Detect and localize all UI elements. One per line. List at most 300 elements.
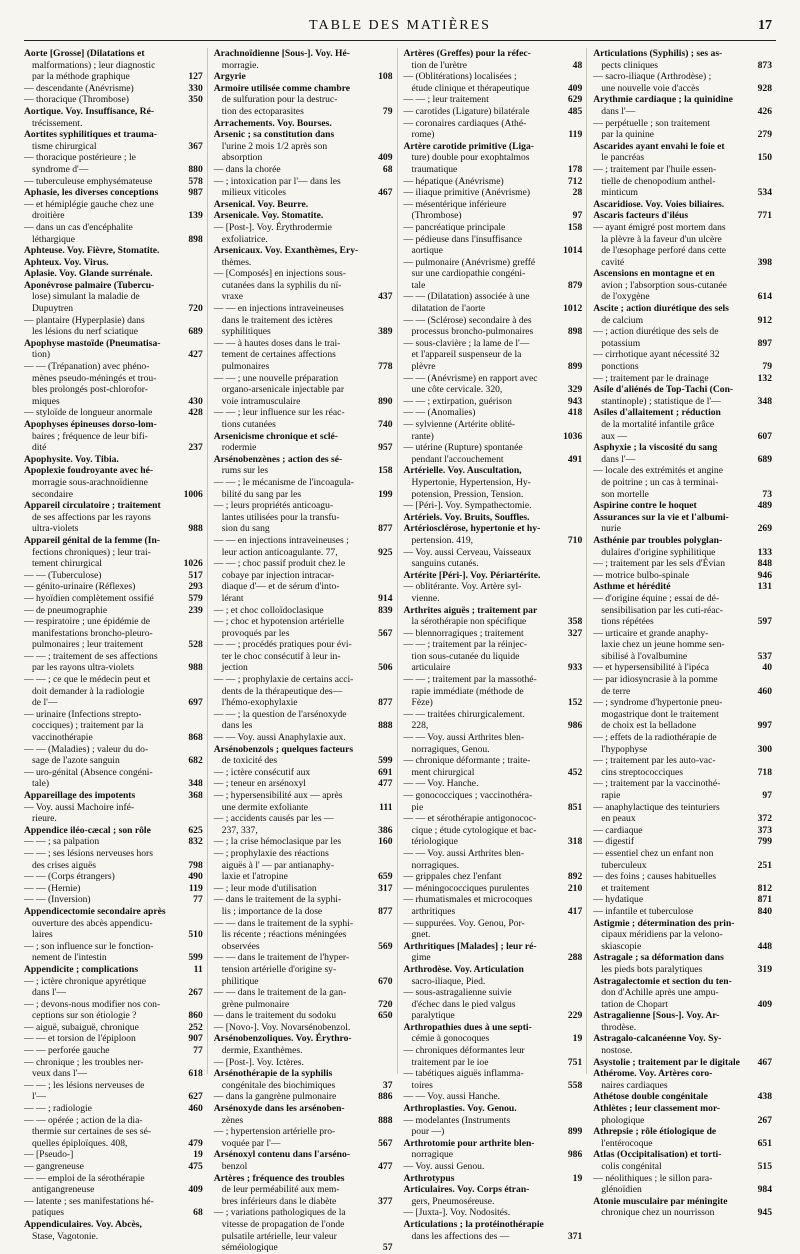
index-entry (593, 164, 772, 176)
entry-text: — blennorragiques ; traitement (403, 627, 524, 639)
index-entry (24, 906, 203, 918)
entry-text: Aortique. Voy. Insuffisance, Ré- (24, 105, 155, 117)
entry-text: provoqués par les (221, 627, 290, 639)
entry-text: doit demander à la radiologie (32, 685, 145, 697)
entry-text: par la méthode graphique (32, 71, 130, 83)
entry-text: et traitement (601, 882, 650, 894)
index-entry (404, 1138, 583, 1150)
index-entry (593, 894, 772, 906)
entry-text: — — emploi de la sérothérapie (24, 1172, 145, 1184)
index-entry (404, 1115, 583, 1127)
entry-text: — ; leurs propriétés anticoagu- (213, 500, 334, 512)
entry-text: Aspirine contre le hoquet (593, 500, 697, 512)
index-entry (404, 419, 583, 431)
index-entry (404, 315, 583, 327)
index-entry (404, 512, 583, 524)
entry-text: rante) (411, 430, 434, 442)
entry-text: la plèvre à la faveur d'un ulcère (601, 233, 722, 245)
index-entry (214, 999, 393, 1011)
entry-text: ponctions (601, 361, 639, 373)
index-entry (214, 570, 393, 582)
entry-text: — ; choc et hypotension artérielle (213, 616, 345, 628)
entry-text: — pancréatique principale (403, 221, 506, 233)
entry-text: de l'oxygène (601, 291, 650, 303)
entry-text: voie intramusculaire (221, 395, 301, 407)
index-entry (24, 767, 203, 779)
index-entry (404, 465, 583, 477)
entry-text: Appendicite ; complications (24, 963, 139, 975)
index-entry (593, 871, 772, 883)
entry-page-number: 367 (188, 140, 203, 152)
entry-page-number: 199 (378, 488, 393, 500)
entry-text: — — ; ce que le médecin peut et (24, 674, 151, 686)
entry-text: pour —) (411, 1126, 445, 1138)
entry-text: Astragalienne [Sous-]. Voy. Ar- (593, 1010, 720, 1022)
entry-text: — [Composés] en injections sous- (213, 268, 346, 280)
entry-text: Athlètes ; leur classement mor- (593, 1103, 721, 1115)
entry-page-number: 933 (567, 662, 583, 674)
index-entry (24, 605, 203, 617)
entry-text: — — (Corps étrangers) (24, 871, 115, 883)
entry-text: une nouvelle voie d'accès (601, 82, 700, 94)
index-entry (404, 535, 583, 547)
entry-text: aiguës à l' — par antianaphy- (221, 859, 335, 871)
entry-text: — gonococciques ; vaccinothéra- (403, 790, 533, 801)
entry-text: Armoire utilisée comme chambre (213, 82, 351, 94)
index-entry (593, 720, 772, 732)
index-entry (593, 778, 772, 790)
entry-text: — dans le traitement du sodoku (213, 1010, 337, 1022)
entry-text: Arthritiques [Malades] ; leur ré- (403, 940, 537, 952)
entry-text: laires (32, 929, 53, 941)
entry-text: — dans un cas d'encéphalite (24, 221, 133, 233)
entry-text: Arsénoxyde dans les arsénoben- (213, 1103, 345, 1115)
index-entry (593, 547, 772, 559)
index-entry (214, 129, 393, 141)
entry-page-number: 898 (188, 233, 203, 245)
index-entry (593, 767, 772, 779)
entry-page-number: 928 (757, 82, 772, 94)
entry-page-number: 371 (567, 1230, 583, 1242)
entry-text: des crises aiguës (32, 859, 96, 871)
index-entry (593, 802, 772, 814)
entry-text: — ; leur mode d'utilisation (213, 882, 317, 894)
index-entry (593, 825, 772, 837)
entry-text: — grippales chez l'enfant (403, 871, 502, 883)
entry-text: arthritiques (411, 905, 456, 917)
index-entry (593, 593, 772, 605)
entry-text: Arsenic ; sa constitution dans (213, 129, 335, 141)
entry-page-number: 467 (378, 187, 393, 199)
entry-text: bilité du sang par les (221, 488, 302, 500)
entry-page-number: 97 (762, 790, 772, 801)
entry-page-number: 925 (378, 546, 393, 558)
index-entry (404, 129, 583, 141)
index-entry (593, 1091, 772, 1103)
entry-text: — — ; procédés pratiques pour évi- (213, 639, 352, 651)
index-entry (24, 581, 203, 593)
entry-text: exfoliatrice. (221, 233, 268, 245)
entry-page-number: 491 (567, 453, 583, 465)
entry-page-number: 871 (757, 894, 772, 906)
index-entry (404, 906, 583, 918)
entry-text: de ses affections par les rayons (32, 511, 151, 523)
entry-text: — des foins ; causes habituelles (593, 871, 717, 883)
index-entry (593, 1045, 772, 1057)
index-entry (214, 94, 393, 106)
index-entry (214, 465, 393, 477)
entry-text: Arsenicaux. Voy. Exanthèmes, Ery- (213, 245, 359, 257)
index-entry (214, 871, 393, 883)
index-entry (593, 697, 772, 709)
entry-page-number: 839 (378, 604, 393, 616)
index-entry (593, 291, 772, 303)
index-entry (593, 407, 772, 419)
entry-text: malformations) ; leur diagnostic (32, 59, 156, 71)
index-entry (24, 651, 203, 663)
entry-text: — — ; leur influence sur les réac- (213, 407, 345, 419)
index-entry (24, 755, 203, 767)
entry-page-number: 567 (378, 1137, 393, 1149)
entry-text: — — Voy. aussi Anaphylaxie aux. (213, 732, 346, 744)
entry-page-number: 898 (567, 326, 583, 338)
index-entry (24, 94, 203, 106)
index-entry (404, 813, 583, 825)
entry-page-number: 851 (567, 801, 583, 813)
index-entry (404, 234, 583, 246)
index-entry (214, 361, 393, 373)
entry-text: grène pulmonaire (221, 998, 290, 1010)
index-entry (214, 257, 393, 269)
entry-text: patiques (32, 1207, 64, 1219)
index-entry (214, 697, 393, 709)
entry-page-number: 618 (188, 1068, 203, 1080)
entry-page-number: 689 (757, 453, 772, 465)
entry-text: dulaires d'origine syphilitique (601, 546, 716, 558)
entry-page-number: 1006 (183, 488, 203, 500)
entry-text: rieure. (32, 813, 57, 825)
index-entry (593, 662, 772, 674)
index-entry (404, 778, 583, 790)
entry-text: — — perforée gauche (24, 1045, 110, 1057)
entry-page-number: 689 (188, 326, 203, 338)
index-entry (214, 813, 393, 825)
index-entry (214, 1103, 393, 1115)
entry-text: skiascopie (601, 940, 642, 952)
index-entry (404, 222, 583, 234)
entry-text: Athétose double congénitale (593, 1091, 708, 1103)
entry-text: lantes utilisées pour la transfu- (221, 511, 340, 523)
entry-text: Arsénobenzènes ; action des sé- (213, 453, 343, 465)
entry-page-number: 897 (757, 337, 772, 349)
entry-text: miques (32, 395, 60, 407)
page-header (24, 16, 776, 41)
index-entry (593, 755, 772, 767)
index-entry (593, 419, 772, 431)
index-entry (214, 883, 393, 895)
index-entry (593, 338, 772, 350)
entry-text: morragie. (221, 59, 259, 71)
entry-text: tions cutanées (221, 419, 276, 430)
index-entry (593, 465, 772, 477)
index-entry (593, 952, 772, 964)
index-entry (214, 315, 393, 327)
entry-page-number: 348 (757, 395, 772, 407)
entry-page-number: 710 (567, 534, 583, 546)
index-entry (214, 836, 393, 848)
index-entry (593, 512, 772, 524)
index-entry (593, 384, 772, 396)
entry-text: manifestations broncho-pleuro- (32, 627, 153, 639)
entry-text: — — ; le mécanisme de l'incoagula- (213, 476, 355, 488)
entry-text: Ascaridiose. Voy. Voies biliaires. (593, 198, 725, 210)
index-entry (214, 199, 393, 211)
entry-text: processus broncho-pulmonaires (411, 326, 534, 338)
entry-text: norragiques. (411, 859, 460, 871)
entry-text: cavité (601, 256, 625, 268)
entry-text: Arthrotomie pour arthrite blen- (403, 1137, 535, 1149)
index-entry (24, 60, 203, 72)
index-entry (593, 744, 772, 756)
entry-text: — ; traitement par le drainage (593, 372, 709, 384)
entry-text: — ; traitement par les auto-vac- (593, 755, 716, 767)
index-entry (24, 1033, 203, 1045)
index-entry (24, 860, 203, 872)
entry-text: les lésions du nerf sciatique (32, 326, 139, 338)
index-entry (404, 291, 583, 303)
index-entry (24, 523, 203, 535)
entry-text: — — ; sa palpation (24, 836, 100, 848)
index-entry (593, 883, 772, 895)
entry-text: — mésentérique inférieure (403, 198, 507, 210)
entry-text: Asthme et hérédité (593, 581, 671, 593)
entry-page-number: 899 (567, 361, 583, 373)
entry-page-number: 558 (567, 1079, 583, 1091)
index-entry (404, 1184, 583, 1196)
entry-text: sibilisé à l'ovalbumine (601, 650, 688, 662)
index-entry (214, 1022, 393, 1034)
index-entry (593, 860, 772, 872)
entry-page-number: 350 (188, 94, 203, 106)
entry-page-number: 840 (757, 905, 772, 917)
index-entry (593, 558, 772, 570)
index-entry (593, 1057, 772, 1069)
index-entry (404, 489, 583, 501)
index-entry (404, 1161, 583, 1173)
index-entry (214, 732, 393, 744)
entry-text: Arrachements. Voy. Bourses. (213, 117, 332, 129)
entry-text: — ; son influence sur le fonction- (24, 940, 154, 952)
entry-text: zènes (221, 1114, 244, 1126)
entry-text: — ; et choc colloïdoclasique (213, 604, 324, 616)
entry-text: Artérielle. Voy. Auscultation, (403, 465, 522, 477)
entry-page-number: 890 (378, 395, 393, 407)
index-entry (24, 222, 203, 234)
entry-page-number: 372 (757, 813, 772, 825)
index-entry (24, 384, 203, 396)
entry-text: tériologique (411, 836, 458, 848)
entry-text: articulaire (411, 662, 451, 674)
entry-text: Apophyses épineuses dorso-lom- (24, 419, 157, 430)
index-entry (24, 1161, 203, 1173)
index-entry (404, 1231, 583, 1243)
entry-text: de poitrine ; un cas à terminai- (601, 476, 719, 488)
index-entry (404, 349, 583, 361)
entry-text: glénoïdien (601, 1184, 642, 1196)
entry-text: Artère carotide primitive (Liga- (403, 140, 534, 152)
entry-text: — ; action diurétique des sels de (593, 326, 719, 338)
index-entry (404, 431, 583, 443)
entry-text: dents de la thérapeutique des— (221, 685, 343, 697)
entry-text: pulmonaires ; leur traitement (32, 639, 144, 651)
index-entry (214, 152, 393, 164)
index-entry (24, 558, 203, 570)
entry-text: — sacro-iliaque (Arthrodèse) ; (593, 71, 712, 83)
entry-text: Appareil circulatoire ; traitement (24, 500, 161, 512)
entry-text: — — Voy. aussi Hanche. (403, 1091, 501, 1103)
index-entry (593, 570, 772, 582)
entry-page-number: 279 (757, 129, 772, 141)
entry-text: vaccinothérapie (32, 732, 93, 744)
index-entry (404, 616, 583, 628)
entry-text: Athrepsie ; rôle étiologique de (593, 1126, 717, 1138)
entry-page-number: 438 (757, 1091, 772, 1103)
index-entry (404, 709, 583, 721)
entry-text: Articulaires. Voy. Corps étran- (403, 1184, 530, 1196)
entry-text: vitesse de propagation de l'onde (221, 1218, 345, 1230)
index-entry (24, 489, 203, 501)
entry-page-number: 19 (572, 1033, 583, 1045)
index-entry (404, 628, 583, 640)
index-entry (404, 384, 583, 396)
entry-page-number: 1026 (183, 558, 203, 570)
entry-page-number: 997 (757, 720, 772, 732)
entry-text: philitique (221, 975, 259, 987)
index-entry (214, 141, 393, 153)
entry-page-number: 888 (378, 1114, 393, 1126)
entry-text: sage de l'azote sanguin (32, 755, 120, 767)
entry-page-number: 127 (188, 71, 203, 83)
entry-text: — ; la crise hémoclasique par les (213, 836, 342, 848)
index-entry (24, 1045, 203, 1057)
entry-text: tisme chirurgical (32, 140, 97, 152)
entry-text: le pancréas (601, 152, 645, 164)
entry-text: pie (411, 801, 424, 813)
index-entry (404, 523, 583, 535)
index-entry (593, 152, 772, 164)
index-entry (214, 396, 393, 408)
entry-text: gime (411, 952, 431, 964)
entry-page-number: 1012 (563, 303, 583, 315)
index-entry (593, 129, 772, 141)
index-entry (593, 431, 772, 443)
entry-text: dans l'— (601, 453, 636, 465)
index-entry (24, 164, 203, 176)
index-entry (24, 1010, 203, 1022)
entry-text: — chronique ; les troubles ner- (24, 1056, 144, 1068)
entry-text: aortique (411, 245, 443, 257)
index-entry (404, 1149, 583, 1161)
entry-page-number: 987 (188, 187, 203, 199)
entry-text: de terre (601, 685, 631, 697)
entry-text: — — ; traitement par la réinjec- (403, 639, 528, 651)
index-entry (214, 280, 393, 292)
index-entry (24, 48, 203, 60)
index-entry (404, 662, 583, 674)
entry-text: — modelantes (Instruments (403, 1114, 511, 1126)
entry-text: — — (Trépanation) avec phéno- (24, 361, 150, 373)
index-entry (593, 373, 772, 385)
index-entry (214, 720, 393, 732)
index-entry (214, 1126, 393, 1138)
index-entry (24, 732, 203, 744)
entry-page-number: 868 (188, 732, 203, 744)
index-entry (24, 616, 203, 628)
entry-text: Artériels. Voy. Bruits, Souffles. (403, 511, 530, 523)
index-entry (214, 987, 393, 999)
entry-text: Fèze) (411, 697, 433, 709)
entry-page-number: 892 (567, 871, 583, 883)
entry-page-number: 597 (757, 616, 772, 628)
entry-text: gnet. (411, 929, 431, 941)
entry-text: — ; traitement par les sels d'Évian (593, 558, 725, 570)
entry-text: chronique chez un nourrisson (601, 1207, 715, 1219)
index-entry (24, 187, 203, 199)
index-entry (24, 686, 203, 698)
index-entry (404, 605, 583, 617)
index-entry (24, 141, 203, 153)
index-entry (404, 164, 583, 176)
index-entry (214, 964, 393, 976)
entry-text: colis congénital (601, 1161, 662, 1172)
entry-page-number: 627 (188, 1091, 203, 1103)
entry-page-number: 670 (378, 975, 393, 987)
entry-text: de choix est la belladone (601, 720, 697, 732)
entry-page-number: 515 (757, 1161, 772, 1172)
entry-page-number: 409 (378, 152, 393, 164)
entry-page-number: 607 (757, 430, 772, 442)
entry-text: Asthénie par troubles polyglan- (593, 534, 723, 546)
index-entry (24, 813, 203, 825)
entry-text: ouverture des abcès appendicu- (32, 917, 153, 929)
entry-page-number: 368 (188, 790, 203, 801)
index-entry (593, 639, 772, 651)
entry-text: Appareil génital de la femme (In- (24, 534, 160, 546)
index-entry (214, 616, 393, 628)
entry-text: Appendice iléo-cæcal ; son rôle (24, 824, 151, 836)
entry-page-number: 437 (378, 291, 393, 303)
entry-text: — sylvienne (Artérite oblité- (403, 419, 516, 430)
index-entry (214, 929, 393, 941)
entry-text: — digestif (593, 836, 635, 848)
entry-text: — ; hypersensibilité aux — après (213, 790, 343, 801)
entry-page-number: 877 (378, 697, 393, 709)
entry-page-number: 68 (382, 163, 393, 175)
index-entry (593, 442, 772, 454)
entry-page-number: 348 (188, 778, 203, 790)
index-entry (214, 605, 393, 617)
entry-text: — chronique déformante ; traite- (403, 755, 531, 767)
entry-page-number: 489 (757, 500, 772, 512)
index-entry (404, 581, 583, 593)
entry-text: — coronaires cardiaques (Athé- (403, 117, 527, 129)
entry-page-number: 873 (757, 59, 772, 71)
index-entry (404, 118, 583, 130)
entry-page-number: 720 (378, 998, 393, 1010)
entry-text: — suppurées. Voy. Genou, Por- (403, 917, 525, 929)
entry-text: cémie à gonocoques (411, 1033, 490, 1045)
entry-page-number: 860 (188, 1010, 203, 1022)
